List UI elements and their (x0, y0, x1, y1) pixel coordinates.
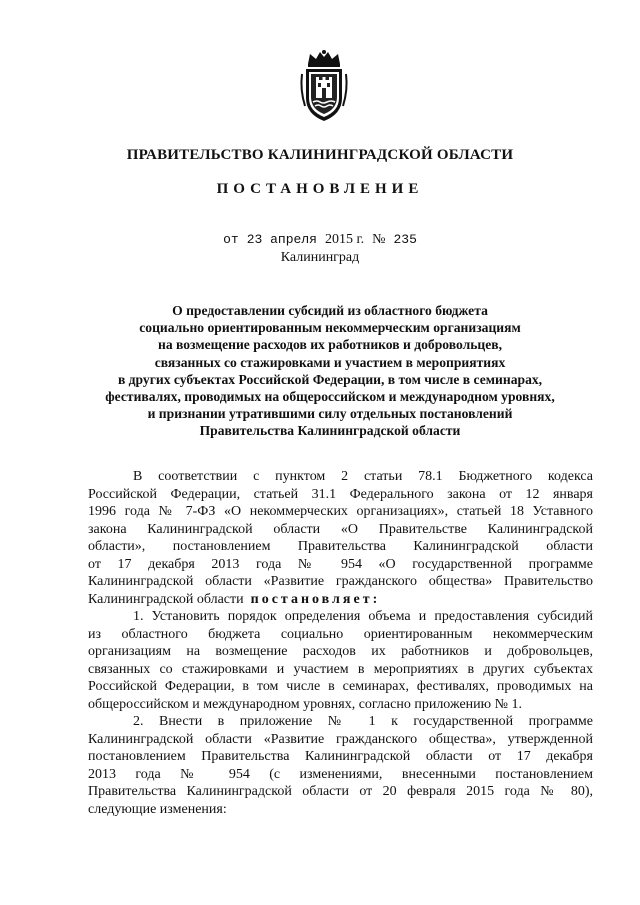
subject-line: социально ориентированным некоммерческим организациям (139, 320, 521, 336)
date-year: 2015 г. (324, 232, 365, 247)
document-body (88, 468, 593, 818)
body-line: Калининградской области «Развитие гражданского общества» Правительство (88, 574, 593, 589)
date-prefix: от (223, 232, 239, 247)
body-line: от 17 декабря 2013 года № 954 «О государственной программе (88, 556, 593, 572)
subject-line: связанных со стажировками и участием в мероприятиях (154, 354, 506, 370)
number-sign: № (372, 232, 386, 247)
document-number: 235 (393, 232, 417, 247)
item-2-line: Калининградской области «Развитие гражданского общества», утвержденной (88, 731, 593, 747)
body-line: области», постановлением Правительства Калининградской области (88, 539, 593, 554)
item-2-line: 2. Внести в приложение № 1 к государственной программе (133, 714, 593, 729)
item-2-line: 2013 года № 954 (с изменениями, внесенными постановлением (88, 766, 593, 782)
item-2-line: постановлением Правительства Калининградской области от 17 декабря (88, 749, 593, 764)
body-line: закона Калининградской области «О Правительстве Калининградской (88, 521, 593, 537)
item-2-line: следующие изменения: (88, 801, 227, 817)
item-1-line: Российской Федерации, в том числе в семинарах, фестивалях, проводимых на (88, 679, 593, 694)
item-1-line: из областного бюджета социально ориентированным некоммерческим (88, 626, 593, 642)
preamble-final: Калининградской области (88, 591, 244, 607)
subject-line: фестивалях, проводимых на общероссийском и международном уровнях, (105, 389, 555, 405)
body-line: 1996 года № 7-ФЗ «О некоммерческих организациях», статьей 18 Уставного (88, 504, 593, 519)
subject-line: и признании утратившими силу отдельных постановлений (147, 406, 513, 422)
body-line: В соответствии с пунктом 2 статьи 78.1 Бюджетного кодекса (133, 469, 593, 484)
item-2-line: Правительства Калининградской области от 20 февраля 2015 года № 80), (88, 784, 593, 799)
document-type: ПОСТАНОВЛЕНИЕ (216, 181, 424, 197)
item-1-line: 1. Установить порядок определения объема и предоставления субсидий (133, 609, 593, 624)
decree-word: постановляет: (250, 591, 381, 607)
body-line (88, 591, 593, 609)
item-1-line: общероссийском и международном уровнях, согласно приложению № 1. (88, 696, 522, 712)
date-value: 23 апреля (246, 232, 317, 247)
subject-line: О предоставлении субсидий из областного бюджета (172, 303, 488, 318)
subject-line: на возмещение расходов их работников и добровольцев, (157, 337, 503, 353)
date-line (0, 232, 640, 248)
subject-line: Правительства Калининградской области (199, 423, 461, 439)
subject-line: в других субъектах Российской Федерации, в том числе в семинарах, (117, 371, 543, 387)
document-subject (70, 302, 590, 440)
city: Калининград (280, 250, 360, 265)
item-1-line: связанных со стажировками и участием в мероприятиях в других субъектах (88, 661, 593, 677)
coat-of-arms-icon (296, 50, 352, 124)
government-name: ПРАВИТЕЛЬСТВО КАЛИНИНГРАДСКОЙ ОБЛАСТИ (126, 147, 514, 163)
item-1-line: организациям на возмещение расходов их работников и добровольцев, (88, 644, 593, 659)
body-line: Российской Федерации, статьей 31.1 Федерального закона от 12 января (88, 486, 593, 502)
